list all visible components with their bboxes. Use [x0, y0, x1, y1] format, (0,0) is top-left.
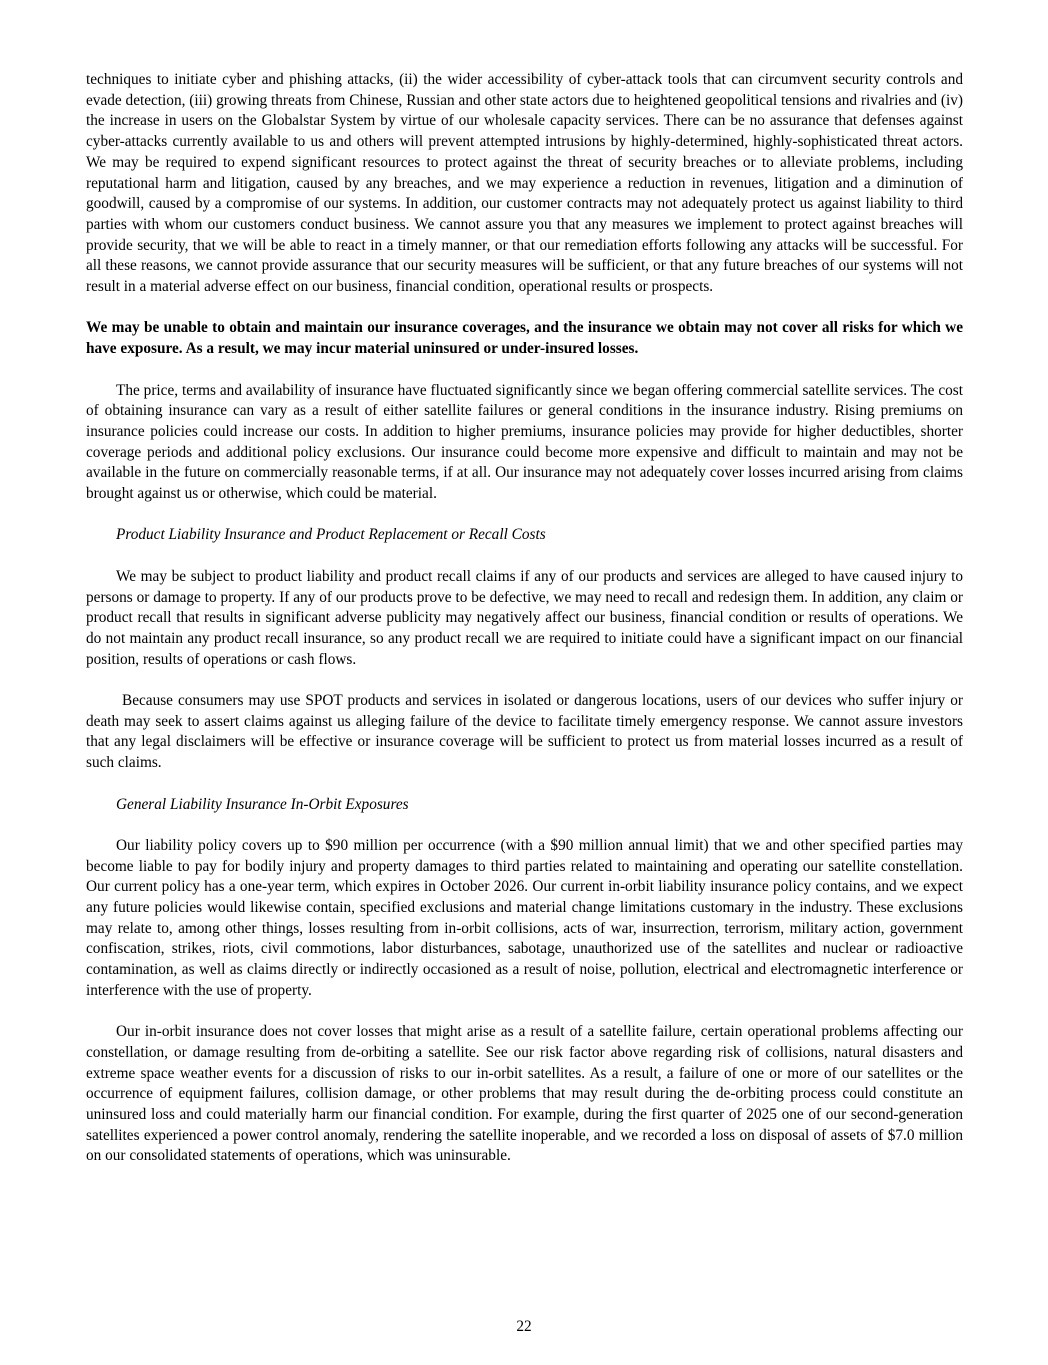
- paragraph-product-recall: We may be subject to product liability and product recall claims if any of our products and services are alleged to have caused injury to persons or damage to property. If any of our products prove to be defective, we may need to recall and redesign them. In addition, any claim or product recall that results in significant adverse publicity may negatively affect our business, financial condition or results of operations. We do not maintain any product recall insurance, so any product recall we are required to initiate could have a significant impact on our financial position, results of operations or cash flows.: [86, 567, 963, 668]
- risk-factor-heading-insurance: We may be unable to obtain and maintain our insurance coverages, and the insurance we obtain may not cover all risks for which we have exposure. As a result, we may incur material uninsured or under-insured losses.: [86, 319, 963, 358]
- paragraph-in-orbit-insurance: Our in-orbit insurance does not cover losses that might arise as a result of a satellite failure, certain operational problems affecting our constellation, or damage resulting from de-orbiting a satellite. See our risk factor above regarding risk of collisions, natural disasters and extreme space weather events for a discussion of risks to our in-orbit satellites. As a result, a failure of one or more of our satellites or the occurrence of equipment failures, collision damage, or other problems that may result during the de-orbiting process could constitute an uninsured loss and could materially harm our financial condition. For example, during the first quarter of 2025 one of our second-generation satellites experienced a power control anomaly, rendering the satellite inoperable, and we recorded a loss on disposal of assets of $7.0 million on our consolidated statements of operations, which was uninsurable.: [86, 1023, 963, 1165]
- subheading-general-liability: General Liability Insurance In-Orbit Exposures: [116, 795, 409, 813]
- page-number: 22: [516, 1318, 532, 1335]
- paragraph-insurance-pricing: The price, terms and availability of insurance have fluctuated significantly since we began offering commercial satellite services. The cost of obtaining insurance can vary as a result of either satellite failures or general conditions in the insurance industry. Rising premiums on insurance policies could increase our costs. In addition to higher premiums, insurance policies may provide for higher deductibles, shorter coverage periods and additional policy exclusions. Our insurance could become more expensive and difficult to maintain and may not be available in the future on commercially reasonable terms, if at all. Our insurance may not adequately cover losses incurred arising from claims brought against us or otherwise, which could be material.: [86, 381, 963, 503]
- paragraph-liability-policy: Our liability policy covers up to $90 million per occurrence (with a $90 million annual limit) that we and other specified parties may become liable to pay for bodily injury and property damages to third parties related to maintaining and operating our satellite constellation. Our current policy has a one-year term, which expires in October 2026. Our current in-orbit liability insurance policy contains, and we expect any future policies would likewise contain, specified exclusions and material change limitations customary in the industry. These exclusions may relate to, among other things, losses resulting from in-orbit collisions, acts of war, insurrection, terrorism, military action, government confiscation, strikes, riots, civil commotions, labor disturbances, sabotage, unauthorized use of the satellites and nuclear or radioactive contamination, as well as claims directly or indirectly occasioned as a result of noise, pollution, electrical and electromagnetic interference or interference with the use of property.: [86, 836, 963, 999]
- subheading-product-liability: Product Liability Insurance and Product Replacement or Recall Costs: [116, 526, 546, 544]
- paragraph-cyber-continuation: techniques to initiate cyber and phishing attacks, (ii) the wider accessibility of cyber-attack tools that can circumvent security controls and evade detection, (iii) growing threats from Chinese, Russian and other state actors due to heightened geopolitical tensions and rivalries and (iv) the increase in users on the Globalstar System by virtue of our wholesale capacity services. There can be no assurance that defenses against cyber-attacks currently available to us and others will prevent attempted intrusions by highly-determined, highly-sophisticated threat actors. We may be required to expend significant resources to protect against the threat of security breaches or to alleviate problems, including reputational harm and litigation, caused by any breaches, and we may experience a reduction in revenues, litigation and a diminution of goodwill, caused by a compromise of our systems. In addition, our customer contracts may not adequately protect us against liability to third parties with whom our customers conduct business. We cannot assure you that any measures we implement to protect against breaches will provide security, that we will be able to react in a timely manner, or that our remediation efforts following any attacks will be successful. For all these reasons, we cannot provide assurance that our security measures will be sufficient, or that any future breaches of our systems will not result in a material adverse effect on our business, financial condition, operational results or prospects.: [86, 71, 963, 296]
- paragraph-spot-claims: Because consumers may use SPOT products and services in isolated or dangerous locations, users of our devices who suffer injury or death may seek to assert claims against us alleging failure of the device to facilitate timely emergency response. We cannot assure investors that any legal disclaimers will be effective or insurance coverage will be sufficient to protect us from material losses incurred as a result of such claims.: [86, 692, 963, 772]
- document-body: [86, 70, 963, 1188]
